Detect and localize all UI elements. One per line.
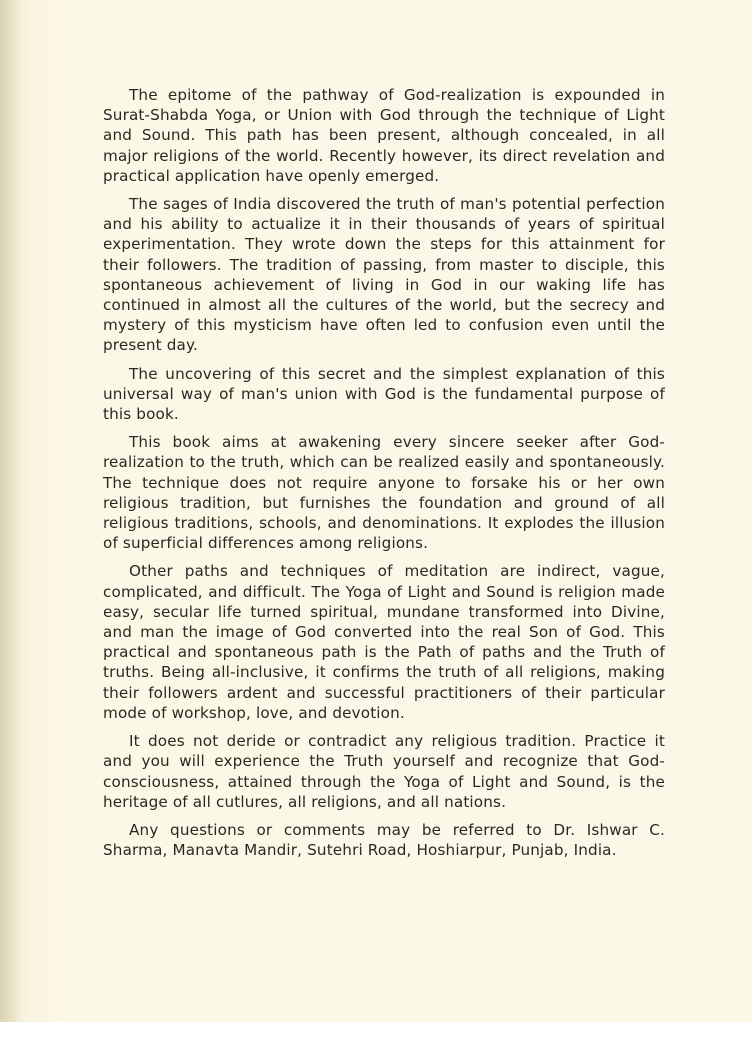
scan-margin bbox=[0, 1022, 752, 1057]
paragraph-4: This book aims at awakening every sincere seeker after God-realization to the truth, which can be realized easily and spontaneously. The technique does not require anyone to forsake his or her own religious tradition, but furnishes the foundation and ground of all religious traditions, schools, and denominations. It explodes the illusion of superficial differences among religions. bbox=[103, 433, 665, 553]
paragraph-5: Other paths and techniques of meditation are indirect, vague, complicated, and difficult. The Yoga of Light and Sound is religion made easy, secular life turned spiritual, mundane transformed into Divine, and man the image of God converted into the real Son of God. This practical and spontaneous path is the Path of paths and the Truth of truths. Being all-inclusive, it confirms the truth of all religions, making their followers ardent and successful practitioners of their particular mode of workshop, love, and devotion. bbox=[103, 562, 665, 722]
paragraph-2: The sages of India discovered the truth of man's potential perfection and his ability to actualize it in their thousands of years of spiritual experimentation. They wrote down the steps for this attainment for their followers. The tradition of passing, from master to disciple, this spontaneous achievement of living in God in our waking life has continued in almost all the cultures of the world, but the secrecy and mystery of this mysticism have often led to confusion even until the present day. bbox=[103, 195, 665, 355]
paragraph-3: The uncovering of this secret and the simplest explanation of this universal way of man's union with God is the fundamental purpose of this book. bbox=[103, 364, 665, 424]
body-text bbox=[103, 85, 665, 868]
paragraph-6: It does not deride or contradict any religious tradition. Practice it and you will experience the Truth yourself and recognize that God-consciousness, attained through the Yoga of Light and Sound, is the heritage of all cutlures, all religions, and all nations. bbox=[103, 732, 665, 811]
paragraph-1: The epitome of the pathway of God-realization is expounded in Surat-Shabda Yoga, or Union with God through the technique of Light and Sound. This path has been present, although concealed, in all major religions of the world. Recently however, its direct revelation and practical application have openly emerged. bbox=[103, 86, 665, 185]
paragraph-7: Any questions or comments may be referred to Dr. Ishwar C. Sharma, Manavta Mandir, Sutehri Road, Hoshiarpur, Punjab, India. bbox=[103, 820, 665, 860]
